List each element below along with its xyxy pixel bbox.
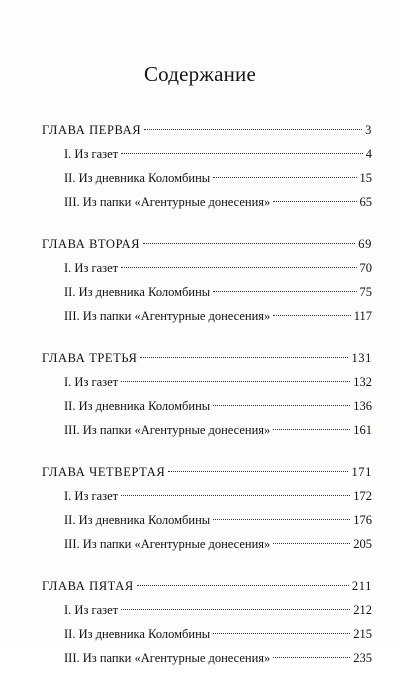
toc-section-entry[interactable] — [0, 598, 400, 622]
toc-section-entry[interactable] — [0, 394, 400, 418]
dot-leader — [144, 129, 362, 130]
dot-leader — [121, 609, 350, 610]
page-number: 205 — [353, 537, 372, 551]
toc-chapter-5 — [0, 574, 400, 670]
chapter-title: ГЛАВА ТРЕТЬЯ — [42, 351, 138, 365]
section-title: III. Из папки «Агентурные донесения» — [64, 195, 271, 209]
page-number: 132 — [353, 375, 372, 389]
dot-leader — [273, 429, 350, 430]
dot-leader — [140, 357, 348, 358]
section-title: II. Из дневника Коломбины — [64, 171, 211, 185]
dot-leader — [121, 153, 363, 154]
section-title: I. Из газет — [64, 489, 119, 503]
page-number: 75 — [359, 285, 372, 299]
toc-chapter-entry[interactable] — [0, 574, 400, 598]
toc-section-entry[interactable] — [0, 370, 400, 394]
page-number: 4 — [365, 147, 372, 161]
toc-section-entry[interactable] — [0, 484, 400, 508]
dot-leader — [121, 381, 350, 382]
dot-leader — [213, 405, 350, 406]
section-title: II. Из дневника Коломбины — [64, 285, 211, 299]
page-number: 117 — [353, 309, 372, 323]
toc-section-entry[interactable] — [0, 622, 400, 646]
page-number: 176 — [353, 513, 372, 527]
chapter-title: ГЛАВА ПЕРВАЯ — [42, 123, 142, 137]
section-title: III. Из папки «Агентурные донесения» — [64, 537, 271, 551]
dot-leader — [273, 315, 350, 316]
table-of-contents — [0, 118, 400, 688]
chapter-title: ГЛАВА ПЯТАЯ — [42, 579, 134, 593]
toc-chapter-1 — [0, 118, 400, 214]
section-title: II. Из дневника Коломбины — [64, 513, 211, 527]
section-title: I. Из газет — [64, 147, 119, 161]
toc-chapter-entry[interactable] — [0, 232, 400, 256]
toc-chapter-4 — [0, 460, 400, 556]
toc-chapter-entry[interactable] — [0, 118, 400, 142]
toc-section-entry[interactable] — [0, 508, 400, 532]
section-title: II. Из дневника Коломбины — [64, 627, 211, 641]
section-title: III. Из папки «Агентурные донесения» — [64, 309, 271, 323]
toc-section-entry[interactable] — [0, 166, 400, 190]
dot-leader — [213, 291, 356, 292]
page-number: 215 — [353, 627, 372, 641]
toc-chapter-entry[interactable] — [0, 460, 400, 484]
toc-chapter-2 — [0, 232, 400, 328]
page-number: 235 — [353, 651, 372, 665]
toc-section-entry[interactable] — [0, 190, 400, 214]
section-title: I. Из газет — [64, 603, 119, 617]
page-number: 171 — [351, 465, 372, 479]
page-number: 15 — [359, 171, 372, 185]
chapter-title: ГЛАВА ЧЕТВЕРТАЯ — [42, 465, 166, 479]
dot-leader — [121, 267, 356, 268]
toc-section-entry[interactable] — [0, 646, 400, 670]
page-number: 70 — [359, 261, 372, 275]
dot-leader — [273, 657, 350, 658]
page-number: 131 — [351, 351, 372, 365]
toc-chapter-entry[interactable] — [0, 346, 400, 370]
page-number: 65 — [359, 195, 372, 209]
toc-section-entry[interactable] — [0, 142, 400, 166]
dot-leader — [121, 495, 350, 496]
dot-leader — [213, 633, 350, 634]
dot-leader — [137, 585, 349, 586]
section-title: I. Из газет — [64, 261, 119, 275]
page-number: 172 — [353, 489, 372, 503]
section-title: II. Из дневника Коломбины — [64, 399, 211, 413]
toc-section-entry[interactable] — [0, 532, 400, 556]
page-number: 212 — [353, 603, 372, 617]
chapter-title: ГЛАВА ВТОРАЯ — [42, 237, 141, 251]
page-number: 211 — [351, 579, 372, 593]
section-title: III. Из папки «Агентурные донесения» — [64, 423, 271, 437]
dot-leader — [273, 543, 350, 544]
section-title: III. Из папки «Агентурные донесения» — [64, 651, 271, 665]
page-number: 3 — [365, 123, 372, 137]
page-number: 161 — [353, 423, 372, 437]
toc-chapter-3 — [0, 346, 400, 442]
dot-leader — [168, 471, 348, 472]
toc-section-entry[interactable] — [0, 418, 400, 442]
toc-section-entry[interactable] — [0, 256, 400, 280]
dot-leader — [213, 519, 350, 520]
dot-leader — [273, 201, 356, 202]
dot-leader — [213, 177, 356, 178]
page-number: 69 — [358, 237, 372, 251]
dot-leader — [143, 243, 355, 244]
toc-section-entry[interactable] — [0, 304, 400, 328]
section-title: I. Из газет — [64, 375, 119, 389]
page-title: Содержание — [143, 62, 257, 86]
toc-section-entry[interactable] — [0, 280, 400, 304]
page-number: 136 — [353, 399, 372, 413]
